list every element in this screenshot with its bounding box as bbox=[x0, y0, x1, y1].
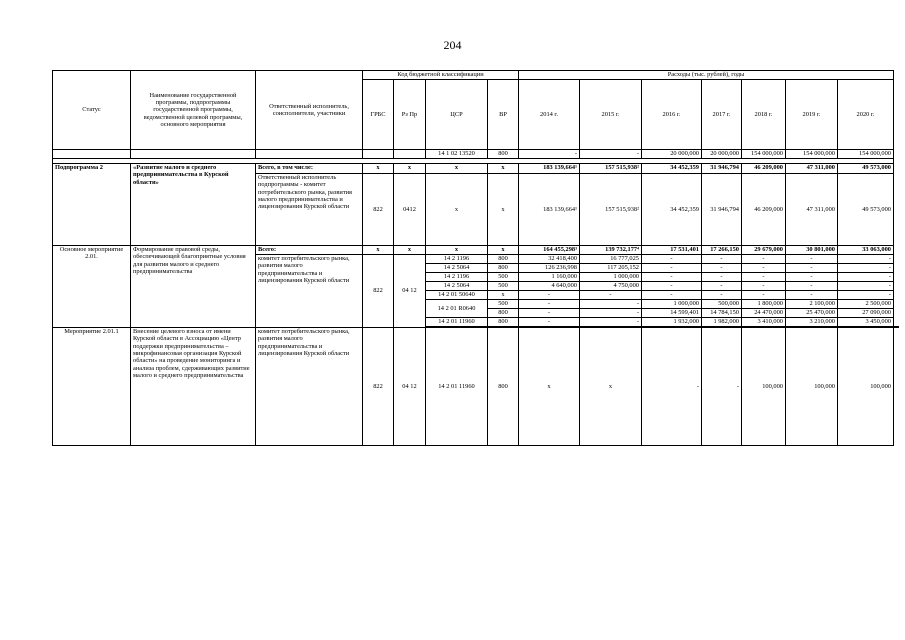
value-cell: 33 063,000 bbox=[838, 246, 894, 255]
value-cell: 29 679,000 bbox=[742, 246, 786, 255]
value-cell: - bbox=[702, 282, 742, 291]
header-year: 2016 г. bbox=[642, 80, 702, 150]
header-name: Наименование государственной программы, подпрограммы государственной программы, ведомственной целевой программы, основного мероприятия bbox=[131, 71, 256, 150]
value-cell: 183 139,664¹ bbox=[519, 174, 580, 246]
csr-cell: 14 1 02 13520 bbox=[426, 150, 488, 159]
value-cell: 20 000,000 bbox=[642, 150, 702, 159]
value-cell: - bbox=[642, 291, 702, 300]
value-cell: - bbox=[702, 273, 742, 282]
value-cell: 17 531,401 bbox=[642, 246, 702, 255]
vr-cell: 800 bbox=[488, 309, 519, 318]
value-cell: - bbox=[642, 328, 702, 446]
page-number: 204 bbox=[443, 38, 462, 52]
value-cell: 183 139,664¹ bbox=[519, 164, 580, 174]
value-cell: 34 452,359 bbox=[642, 164, 702, 174]
value-cell: - bbox=[838, 273, 894, 282]
value-cell: 126 236,998 bbox=[519, 264, 580, 273]
value-cell: - bbox=[642, 264, 702, 273]
value-cell: - bbox=[519, 309, 580, 318]
value-cell: - bbox=[642, 273, 702, 282]
budget-table bbox=[52, 70, 899, 446]
table-row bbox=[53, 246, 899, 255]
header-year: 2017 г. bbox=[702, 80, 742, 150]
csr-cell: 14 2 5064 bbox=[426, 264, 488, 273]
header-row-1 bbox=[53, 71, 899, 80]
value-cell: - bbox=[786, 291, 838, 300]
header-year: 2020 г. bbox=[838, 80, 894, 150]
header-year: 2014 г. bbox=[519, 80, 580, 150]
code-cell: х bbox=[488, 164, 519, 174]
value-cell: - bbox=[580, 150, 642, 159]
value-cell: - bbox=[580, 291, 642, 300]
value-cell: 2 500,000 bbox=[838, 300, 894, 309]
value-cell: 32 418,400 bbox=[519, 255, 580, 264]
csr-cell: 14 2 01 11960 bbox=[426, 318, 488, 327]
header-vr: ВР bbox=[488, 80, 519, 150]
value-cell: - bbox=[742, 255, 786, 264]
value-cell: 46 209,000 bbox=[742, 174, 786, 246]
value-cell: - bbox=[838, 291, 894, 300]
value-cell: 4 640,000 bbox=[519, 282, 580, 291]
value-cell: 20 000,000 bbox=[702, 150, 742, 159]
responsible-cell: Ответственный исполнитель подпрограммы - комитет потребительского рынка, развития малого предпринимательства и лицензирования Курской области bbox=[256, 174, 363, 246]
value-cell: - bbox=[702, 264, 742, 273]
value-cell: 31 946,794 bbox=[702, 174, 742, 246]
value-cell: 117 205,152 bbox=[580, 264, 642, 273]
code-cell: х bbox=[394, 164, 426, 174]
status-cell: Основное мероприятие 2.01. bbox=[53, 246, 131, 328]
name-cell: «Развитие малого и среднего предпринимательства в Курской области» bbox=[131, 164, 256, 246]
value-cell: - bbox=[519, 291, 580, 300]
value-cell: - bbox=[838, 264, 894, 273]
table-row bbox=[53, 328, 899, 446]
grbs-cell: 822 bbox=[363, 328, 394, 446]
code-cell: х bbox=[363, 164, 394, 174]
value-cell: - bbox=[519, 300, 580, 309]
responsible-cell: комитет потребительского рынка, развития малого предпринимательства и лицензирования Курской области bbox=[256, 328, 363, 446]
vr-cell: 800 bbox=[488, 264, 519, 273]
value-cell: 31 946,794 bbox=[702, 164, 742, 174]
value-cell: 46 209,000 bbox=[742, 164, 786, 174]
csr-cell: 14 2 1196 bbox=[426, 255, 488, 264]
rzpr-cell: 04 12 bbox=[394, 328, 426, 446]
value-cell: - bbox=[519, 318, 580, 327]
value-cell: - bbox=[786, 255, 838, 264]
header-expenses: Расходы (тыс. рублей), годы bbox=[519, 71, 894, 80]
value-cell: 1 800,000 bbox=[742, 300, 786, 309]
value-cell: 2 100,000 bbox=[786, 300, 838, 309]
status-cell: Мероприятие 2.01.1 bbox=[53, 328, 131, 446]
vr-cell: 500 bbox=[488, 300, 519, 309]
value-cell: 164 455,298³ bbox=[519, 246, 580, 255]
vr-cell: 800 bbox=[488, 255, 519, 264]
vr-cell: х bbox=[488, 174, 519, 246]
vr-cell: х bbox=[488, 291, 519, 300]
value-cell: х bbox=[580, 328, 642, 446]
value-cell: 100,000 bbox=[742, 328, 786, 446]
value-cell: - bbox=[519, 150, 580, 159]
value-cell: 34 452,359 bbox=[642, 174, 702, 246]
value-cell: 1 160,000 bbox=[519, 273, 580, 282]
header-year: 2019 г. bbox=[786, 80, 838, 150]
value-cell: 154 000,000 bbox=[742, 150, 786, 159]
total-label: Всего, в том числе: bbox=[256, 164, 363, 174]
value-cell: - bbox=[742, 273, 786, 282]
value-cell: х bbox=[519, 328, 580, 446]
vr-cell: 800 bbox=[488, 318, 519, 327]
value-cell: - bbox=[642, 255, 702, 264]
value-cell: 1 982,000 bbox=[702, 318, 742, 327]
total-label: Всего: bbox=[256, 246, 363, 255]
value-cell: 16 777,025 bbox=[580, 255, 642, 264]
header-csr: ЦСР bbox=[426, 80, 488, 150]
csr-cell: 14 2 01 11960 bbox=[426, 328, 488, 446]
value-cell: 157 515,938² bbox=[580, 174, 642, 246]
value-cell: 25 470,000 bbox=[786, 309, 838, 318]
name-cell: Формирование правовой среды, обеспечивающей благоприятные условия для развития малого и среднего предпринимательства bbox=[131, 246, 256, 328]
value-cell: 100,000 bbox=[838, 328, 894, 446]
value-cell: 4 750,000 bbox=[580, 282, 642, 291]
value-cell: 27 090,000 bbox=[838, 309, 894, 318]
value-cell: - bbox=[786, 273, 838, 282]
csr-cell: 14 2 01 50640 bbox=[426, 291, 488, 300]
value-cell: 49 573,000 bbox=[838, 164, 894, 174]
rzpr-cell: 0412 bbox=[394, 174, 426, 246]
value-cell: - bbox=[786, 264, 838, 273]
vr-cell: 800 bbox=[488, 328, 519, 446]
table-row bbox=[53, 150, 899, 159]
value-cell: - bbox=[838, 282, 894, 291]
header-year: 2015 г. bbox=[580, 80, 642, 150]
value-cell: - bbox=[702, 328, 742, 446]
vr-cell: 500 bbox=[488, 282, 519, 291]
table-row bbox=[53, 164, 899, 174]
value-cell: 157 515,938² bbox=[580, 164, 642, 174]
value-cell: - bbox=[580, 318, 642, 327]
header-grbs: ГРБС bbox=[363, 80, 394, 150]
csr-cell: 14 2 5064 bbox=[426, 282, 488, 291]
code-cell: х bbox=[426, 246, 488, 255]
value-cell: 154 000,000 bbox=[838, 150, 894, 159]
value-cell: 500,000 bbox=[702, 300, 742, 309]
value-cell: - bbox=[642, 282, 702, 291]
value-cell: 30 801,000 bbox=[786, 246, 838, 255]
value-cell: - bbox=[742, 291, 786, 300]
code-cell: х bbox=[363, 246, 394, 255]
vr-cell: 800 bbox=[488, 150, 519, 159]
header-status: Статус bbox=[53, 71, 131, 150]
value-cell: 100,000 bbox=[786, 328, 838, 446]
value-cell: - bbox=[580, 300, 642, 309]
value-cell: 1 932,000 bbox=[642, 318, 702, 327]
code-cell: х bbox=[394, 246, 426, 255]
status-cell: Подпрограмма 2 bbox=[53, 164, 131, 246]
rzpr-cell: 04 12 bbox=[394, 255, 426, 328]
value-cell: 1 000,000 bbox=[642, 300, 702, 309]
value-cell: 49 573,000 bbox=[838, 174, 894, 246]
name-cell: Внесение целевого взноса от имени Курской области в Ассоциацию «Центр поддержки предпринимательства – микрофинансовая организация Курской области» на проведение мониторинга и анализа проблем, сдерживающих развитие малого и среднего предпринимательства bbox=[131, 328, 256, 446]
value-cell: 3 450,000 bbox=[838, 318, 894, 327]
value-cell: 154 000,000 bbox=[786, 150, 838, 159]
csr-cell: х bbox=[426, 174, 488, 246]
grbs-cell: 822 bbox=[363, 174, 394, 246]
value-cell: - bbox=[786, 282, 838, 291]
header-rzpr: Рз Пр bbox=[394, 80, 426, 150]
value-cell: 14 599,401 bbox=[642, 309, 702, 318]
value-cell: - bbox=[742, 264, 786, 273]
value-cell: 139 732,177⁴ bbox=[580, 246, 642, 255]
csr-cell: 14 2 01 R0640 bbox=[426, 300, 488, 318]
value-cell: - bbox=[702, 291, 742, 300]
value-cell: 24 470,000 bbox=[742, 309, 786, 318]
value-cell: - bbox=[702, 255, 742, 264]
value-cell: 1 000,000 bbox=[580, 273, 642, 282]
code-cell: х bbox=[488, 246, 519, 255]
value-cell: 3 410,000 bbox=[742, 318, 786, 327]
header-year: 2018 г. bbox=[742, 80, 786, 150]
csr-cell: 14 2 1196 bbox=[426, 273, 488, 282]
value-cell: - bbox=[742, 282, 786, 291]
value-cell: 47 311,000 bbox=[786, 174, 838, 246]
value-cell: - bbox=[838, 255, 894, 264]
value-cell: 47 311,000 bbox=[786, 164, 838, 174]
grbs-cell: 822 bbox=[363, 255, 394, 328]
header-responsible: Ответственный исполнитель, соисполнители, участники bbox=[256, 71, 363, 150]
value-cell: 14 784,150 bbox=[702, 309, 742, 318]
responsible-cell: комитет потребительского рынка, развития малого предпринимательства и лицензирования Курской области bbox=[256, 255, 363, 328]
value-cell: 17 266,150 bbox=[702, 246, 742, 255]
value-cell: - bbox=[580, 309, 642, 318]
value-cell: 3 210,000 bbox=[786, 318, 838, 327]
code-cell: х bbox=[426, 164, 488, 174]
vr-cell: 500 bbox=[488, 273, 519, 282]
header-budget-code: Код бюджетной классификации bbox=[363, 71, 519, 80]
